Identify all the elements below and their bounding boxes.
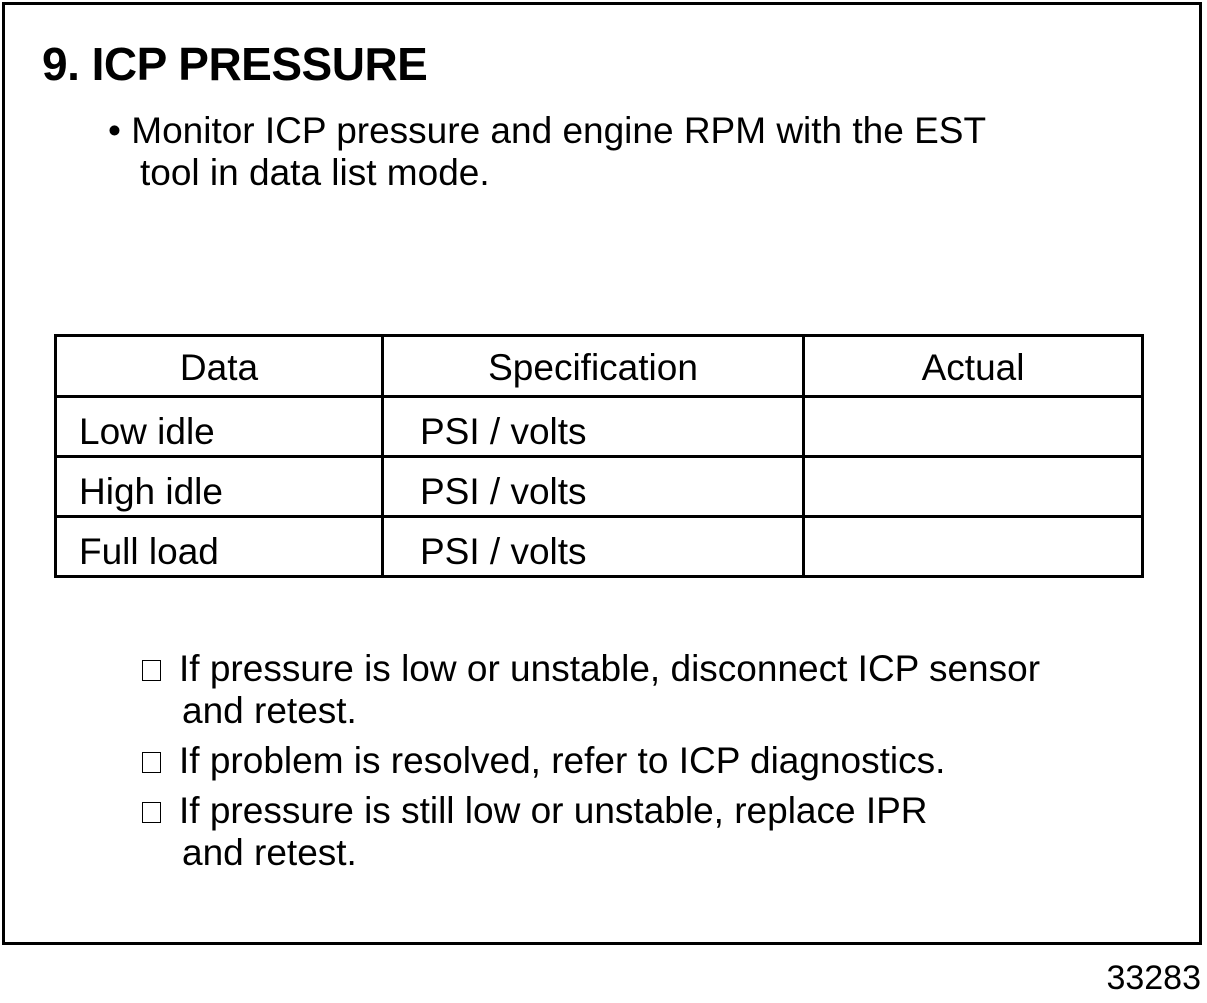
- checklist-item: [140, 648, 1040, 732]
- intro-instruction: [108, 110, 986, 194]
- checklist-line-1: If pressure is still low or unstable, replace IPR: [179, 790, 928, 831]
- intro-line-2: tool in data list mode.: [140, 152, 490, 193]
- checklist: [140, 648, 1040, 882]
- checkbox-icon: [142, 660, 161, 681]
- cell-actual: [804, 457, 1143, 517]
- header-data: Data: [56, 336, 383, 397]
- checklist-item: [140, 790, 1040, 874]
- cell-data: Low idle: [56, 397, 383, 457]
- cell-spec: PSI / volts: [382, 457, 803, 517]
- table-header-row: [56, 336, 1143, 397]
- table-row: [56, 517, 1143, 577]
- checklist-item: [140, 740, 1040, 782]
- checklist-line-1: If pressure is low or unstable, disconnect ICP sensor: [179, 648, 1041, 689]
- specification-table: [54, 334, 1144, 578]
- table-row: [56, 397, 1143, 457]
- table-row: [56, 457, 1143, 517]
- header-actual: Actual: [804, 336, 1143, 397]
- cell-actual: [804, 397, 1143, 457]
- page-title: 9. ICP PRESSURE: [42, 38, 428, 90]
- figure-number: 33283: [1106, 959, 1201, 997]
- cell-actual: [804, 517, 1143, 577]
- checklist-line-2: and retest.: [182, 690, 357, 731]
- checklist-line-1: If problem is resolved, refer to ICP diagnostics.: [179, 740, 946, 781]
- checkbox-icon: [142, 802, 161, 823]
- cell-data: High idle: [56, 457, 383, 517]
- intro-line-1: Monitor ICP pressure and engine RPM with the EST: [131, 110, 987, 151]
- cell-spec: PSI / volts: [382, 517, 803, 577]
- cell-spec: PSI / volts: [382, 397, 803, 457]
- cell-data: Full load: [56, 517, 383, 577]
- header-specification: Specification: [382, 336, 803, 397]
- checkbox-icon: [142, 752, 161, 773]
- checklist-line-2: and retest.: [182, 832, 357, 873]
- bullet-icon: •: [108, 110, 121, 151]
